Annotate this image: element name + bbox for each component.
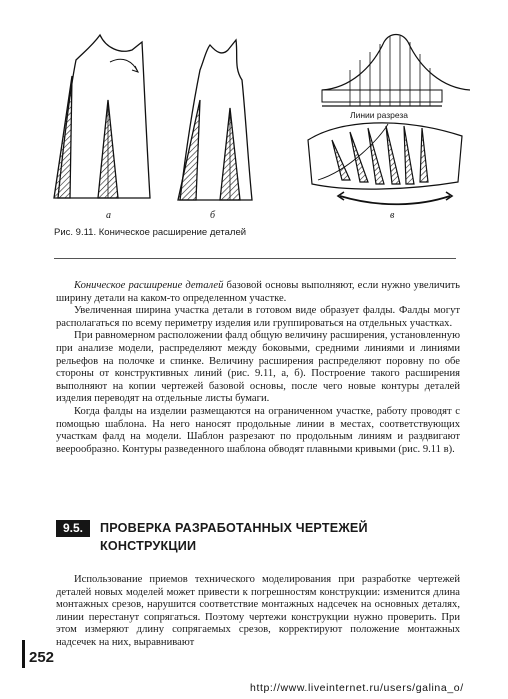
body-text-lower <box>56 574 460 650</box>
pattern-drawings <box>50 20 470 230</box>
section-title-line-2: КОНСТРУКЦИИ <box>100 539 197 553</box>
paragraph-2: Увеличенная ширина участка детали в готовом виде образует фалды. Фалды могут располагаться по всему периметру изделия или группироваться на отдельных участках. <box>56 305 460 329</box>
paragraph-1 <box>56 280 460 305</box>
sublabel-c: в <box>390 210 395 221</box>
pattern-c-template <box>322 35 470 107</box>
sublabel-a: а <box>106 210 111 221</box>
caption-divider <box>54 258 456 259</box>
annotation-cut-lines: Линии разреза <box>350 110 409 120</box>
page-number-bar <box>22 640 25 668</box>
paragraph-4: Когда фалды на изделии размещаются на ограниченном участке, работу проводят с помощью шаблона. На него наносят продольные линии в местах, соответствующих участкам фалд на модели. Шаблон разрезают по продольным линиям и раздвигают веерообразно. Контуры разведенного шаблона обводят плавными кривыми (рис. 9.11 в). <box>56 405 460 455</box>
pattern-b <box>178 40 252 200</box>
pattern-c-spread <box>308 123 462 204</box>
figure-caption <box>54 227 246 238</box>
paragraph-1-rest: базовой основы выполняют, если нужно увеличить ширину детали на каком-то определенном участке. <box>56 280 461 304</box>
section-heading <box>56 518 476 560</box>
section-title-line-1: ПРОВЕРКА РАЗРАБОТАННЫХ ЧЕРТЕЖЕЙ <box>100 521 368 535</box>
caption-text: Коническое расширение деталей <box>98 227 247 238</box>
section-title <box>100 519 368 555</box>
figure-9-11 <box>50 20 470 230</box>
sublabel-b: б <box>210 210 216 221</box>
pattern-a <box>54 35 150 198</box>
watermark-url: http://www.liveinternet.ru/users/galina_o/ <box>250 682 464 694</box>
body-text-upper <box>56 280 460 456</box>
paragraph-3: При равномерном расположении фалд общую величину расширения, установленную при анализе модели, распределяют между боковыми, средними линиями и линиями рельефов на полочке и спинке. Величину расширения распределяют поровну по обе стороны от конструктивных линий (рис. 9.11, а, б). Построение такого расширения выполняют на копии чертежей базовой основы, после чего новые контуры деталей изделия переводят на отдельные листы бумаги. <box>56 330 460 405</box>
caption-number: Рис. 9.11. <box>54 227 97 238</box>
paragraph-5: Использование приемов технического моделирования при разработке чертежей деталей новых моделей может привести к погрешностям конструкции: изменится длина монтажных срезов, нарушится соответствие монтажных надсечек на основных деталях, линии перестанут сопрягаться. Поэтому чертежи конструкции нужно проверить. При этом измеряют длину сопрягаемых срезов, корректируют положение монтажных надсечек на них, выравнивают <box>56 574 460 648</box>
section-number: 9.5. <box>56 520 90 537</box>
paragraph-1-lead: Коническое расширение деталей <box>74 280 224 291</box>
page-number: 252 <box>29 649 55 666</box>
